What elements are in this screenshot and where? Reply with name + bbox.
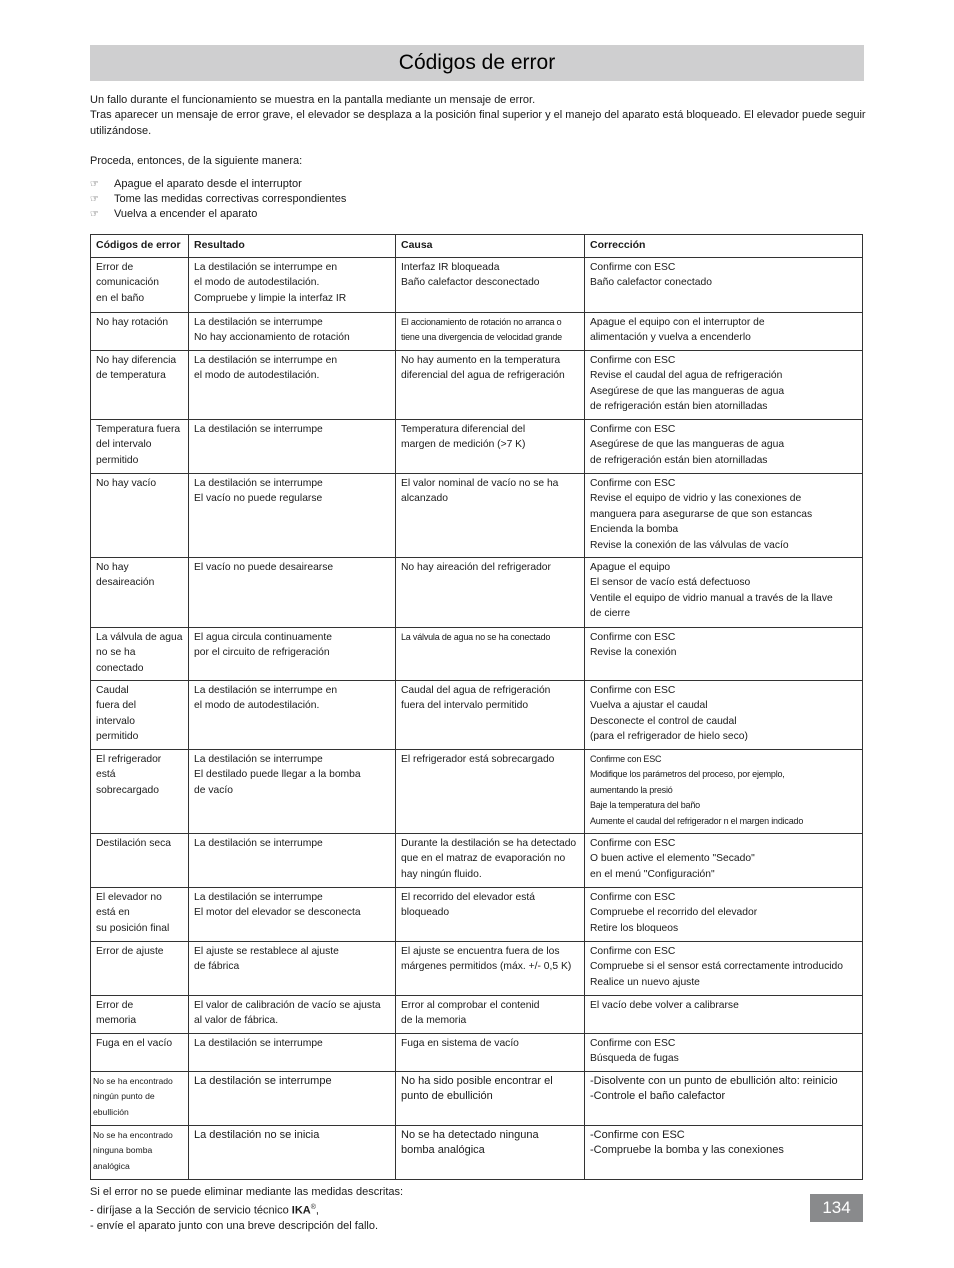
cell-correction: Confirme con ESC Búsqueda de fugas (585, 1034, 863, 1072)
table-row (91, 1072, 863, 1126)
table-row (91, 681, 863, 750)
cell-correction: Confirme con ESC Baño calefactor conectado (585, 258, 863, 313)
table-row (91, 996, 863, 1034)
cell-result: El agua circula continuamente por el circuito de refrigeración (189, 628, 396, 681)
footer-note (90, 1185, 403, 1235)
table-row (91, 474, 863, 558)
brand-mark: ® (310, 1204, 316, 1212)
intro-paragraph-3: Proceda, entonces, de la siguiente manera: (90, 155, 303, 168)
header-codigos: Códigos de error (91, 235, 189, 258)
cell-result: La destilación se interrumpe (189, 1072, 396, 1126)
step-item (90, 207, 866, 222)
cell-cause: El refrigerador está sobrecargado (396, 750, 585, 834)
cell-result: El vacío no puede desairearse (189, 558, 396, 628)
cell-code: No se ha encontrado ningún punto de ebullición (91, 1072, 189, 1126)
cell-correction: El vacío debe volver a calibrarse (585, 996, 863, 1034)
header-causa: Causa (396, 235, 585, 258)
footer-line-1: Si el error no se puede eliminar mediante las medidas descritas: (90, 1186, 404, 1198)
cell-cause: Temperatura diferencial del margen de medición (>7 K) (396, 420, 585, 474)
cell-code: La válvula de agua no se ha conectado (91, 628, 189, 681)
cell-result: La destilación se interrumpe El vacío no puede regularse (189, 474, 396, 558)
cell-result: El valor de calibración de vacío se ajusta al valor de fábrica. (189, 996, 396, 1034)
cell-code: El elevador no está en su posición final (91, 888, 189, 942)
cell-code: Caudal fuera del intervalo permitido (91, 681, 189, 750)
cell-cause: No hay aumento en la temperatura diferencial del agua de refrigeración (396, 351, 585, 420)
footer-line-3: - envíe el aparato junto con una breve descripción del fallo. (90, 1220, 379, 1233)
cell-result: La destilación no se inicia (189, 1126, 396, 1180)
title-bar (90, 45, 864, 81)
cell-result: La destilación se interrumpe (189, 834, 396, 888)
pointing-hand-icon: ☞ (90, 208, 99, 220)
cell-code: Error de memoria (91, 996, 189, 1034)
table-row (91, 1126, 863, 1180)
cell-code: No hay desaireación (91, 558, 189, 628)
cell-correction: Confirme con ESC Asegúrese de que las mangueras de agua de refrigeración están bien atornilladas (585, 420, 863, 474)
pointing-hand-icon: ☞ (90, 178, 99, 190)
step-text: Apague el aparato desde el interruptor (114, 177, 302, 190)
cell-code: Error de ajuste (91, 942, 189, 996)
cell-cause: El recorrido del elevador está bloqueado (396, 888, 585, 942)
table-row (91, 888, 863, 942)
table-row (91, 558, 863, 628)
cell-result: La destilación se interrumpe (189, 420, 396, 474)
cell-cause: No ha sido posible encontrar el punto de ebullición (396, 1072, 585, 1126)
cell-correction: Confirme con ESC Revise el caudal del agua de refrigeración Asegúrese de que las mangueras de agua de refrigeración están bien atornilladas (585, 351, 863, 420)
table-row (91, 834, 863, 888)
cell-code: No hay rotación (91, 313, 189, 351)
header-correccion: Corrección (585, 235, 863, 258)
cell-code: No hay vacío (91, 474, 189, 558)
cell-result: La destilación se interrumpe No hay accionamiento de rotación (189, 313, 396, 351)
steps-list (90, 177, 866, 222)
cell-result: El ajuste se restablece al ajuste de fábrica (189, 942, 396, 996)
table-row (91, 420, 863, 474)
intro-section (90, 93, 866, 222)
intro-paragraph-1: Un fallo durante el funcionamiento se muestra en la pantalla mediante un mensaje de error. (90, 94, 536, 106)
table-row (91, 258, 863, 313)
cell-code: Fuga en el vacío (91, 1034, 189, 1072)
cell-correction: Confirme con ESC Revise el equipo de vidrio y las conexiones de manguera para asegurarse de que son estancas Encienda la bomba Revise la conexión de las válvulas de vacío (585, 474, 863, 558)
cell-cause: No se ha detectado ninguna bomba analógica (396, 1126, 585, 1180)
step-text: Vuelva a encender el aparato (114, 207, 258, 220)
page-title: Códigos de error (398, 51, 556, 74)
table-row (91, 313, 863, 351)
intro-paragraph-2: Tras aparecer un mensaje de error grave, el elevador se desplaza a la posición final superior y el manejo del aparato está bloqueado. El elevador puede seguir utilizándose. (90, 109, 866, 137)
cell-cause: Fuga en sistema de vacío (396, 1034, 585, 1072)
cell-cause: Error al comprobar el contenid de la memoria (396, 996, 585, 1034)
cell-result: La destilación se interrumpe en el modo de autodestilación. Compruebe y limpie la interfaz IR (189, 258, 396, 313)
table-row (91, 351, 863, 420)
cell-code: El refrigerador está sobrecargado (91, 750, 189, 834)
cell-cause: El valor nominal de vacío no se ha alcanzado (396, 474, 585, 558)
table-body (91, 258, 863, 1180)
cell-result: La destilación se interrumpe El motor del elevador se desconecta (189, 888, 396, 942)
cell-cause: Interfaz IR bloqueada Baño calefactor desconectado (396, 258, 585, 313)
cell-correction: Confirme con ESC Compruebe si el sensor está correctamente introducido Realice un nuevo ajuste (585, 942, 863, 996)
cell-code: Error de comunicación en el baño (91, 258, 189, 313)
table-row (91, 942, 863, 996)
cell-correction: Apague el equipo con el interruptor de alimentación y vuelva a encenderlo (585, 313, 863, 351)
cell-cause: El ajuste se encuentra fuera de los márgenes permitidos (máx. +/- 0,5 K) (396, 942, 585, 996)
cell-result: La destilación se interrumpe en el modo de autodestilación. (189, 681, 396, 750)
table-header-row (91, 235, 863, 258)
footer-line-2-prefix: - diríjase a la Sección de servicio técnico (90, 1204, 292, 1217)
step-item (90, 192, 866, 207)
table-row (91, 628, 863, 681)
brand-name: IKA (291, 1204, 311, 1217)
cell-cause: Durante la destilación se ha detectado que en el matraz de evaporación no hay ningún fluido. (396, 834, 585, 888)
cell-code: Temperatura fuera del intervalo permitido (91, 420, 189, 474)
footer-line-2-suffix: , (315, 1204, 319, 1217)
cell-cause: Caudal del agua de refrigeración fuera del intervalo permitido (396, 681, 585, 750)
cell-correction: Apague el equipo El sensor de vacío está defectuoso Ventile el equipo de vidrio manual a través de la llave de cierre (585, 558, 863, 628)
cell-code: Destilación seca (91, 834, 189, 888)
step-text: Tome las medidas correctivas correspondientes (114, 192, 347, 205)
cell-correction: Confirme con ESC Revise la conexión (585, 628, 863, 681)
cell-correction: Confirme con ESC Vuelva a ajustar el caudal Desconecte el control de caudal (para el refrigerador de hielo seco) (585, 681, 863, 750)
cell-correction: Confirme con ESC Modifique los parámetros del proceso, por ejemplo, aumentando la presió Baje la temperatura del baño Aumente el caudal del refrigerador n el margen indicado (585, 750, 863, 834)
cell-correction: Confirme con ESC O buen active el elemento "Secado" en el menú "Configuración" (585, 834, 863, 888)
footer-line-2 (90, 1200, 403, 1219)
cell-code: No hay diferencia de temperatura (91, 351, 189, 420)
cell-result: La destilación se interrumpe El destilado puede llegar a la bomba de vacío (189, 750, 396, 834)
cell-cause: La válvula de agua no se ha conectado (396, 628, 585, 681)
error-codes-table (90, 234, 863, 1180)
step-item (90, 177, 866, 192)
cell-cause: No hay aireación del refrigerador (396, 558, 585, 628)
table-row (91, 750, 863, 834)
page-number: 134 (810, 1194, 863, 1222)
cell-result: La destilación se interrumpe (189, 1034, 396, 1072)
cell-correction: -Disolvente con un punto de ebullición alto: reinicio -Controle el baño calefactor (585, 1072, 863, 1126)
cell-correction: Confirme con ESC Compruebe el recorrido del elevador Retire los bloqueos (585, 888, 863, 942)
cell-result: La destilación se interrumpe en el modo de autodestilación. (189, 351, 396, 420)
table-row (91, 1034, 863, 1072)
cell-cause: El accionamiento de rotación no arranca o tiene una divergencia de velocidad grande (396, 313, 585, 351)
cell-code: No se ha encontrado ninguna bomba analógica (91, 1126, 189, 1180)
pointing-hand-icon: ☞ (90, 193, 99, 205)
cell-correction: -Confirme con ESC -Compruebe la bomba y las conexiones (585, 1126, 863, 1180)
header-resultado: Resultado (189, 235, 396, 258)
